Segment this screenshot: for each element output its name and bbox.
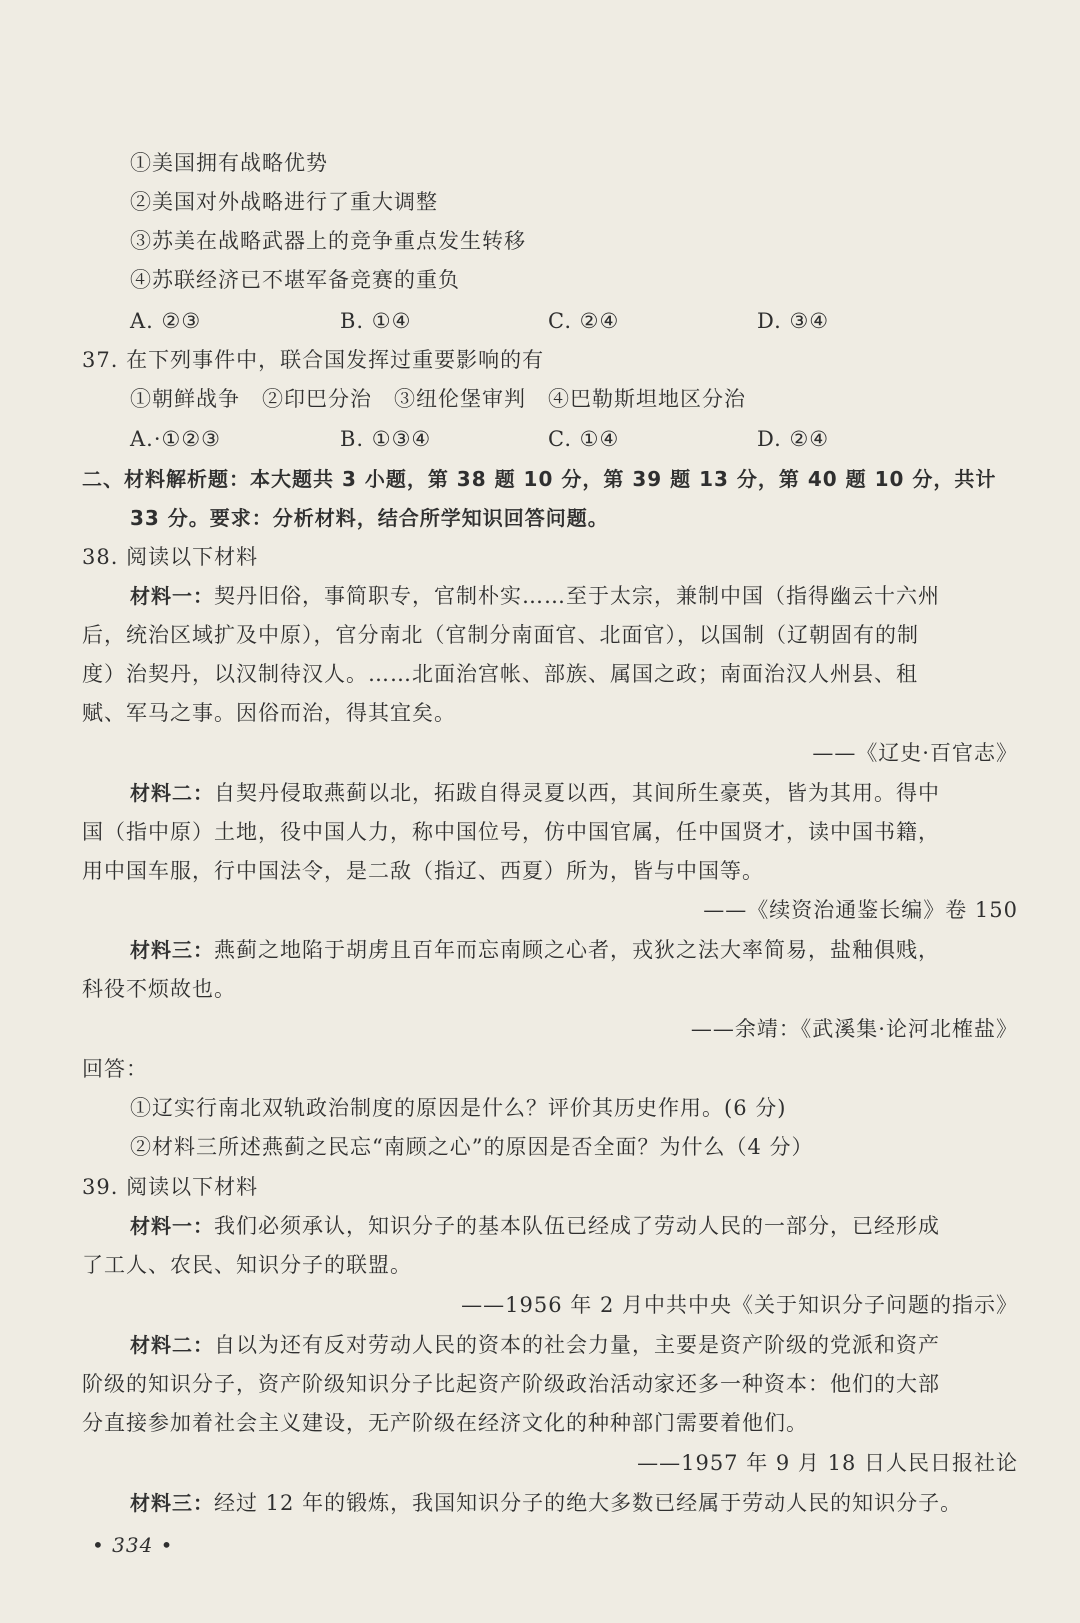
- q39-material-3-label: 材料三：: [130, 1491, 214, 1515]
- q37-option-d: D. ②④: [757, 427, 830, 451]
- q38-material-1-line-1: [130, 581, 940, 611]
- q39-material-1-text: 我们必须承认，知识分子的基本队伍已经成了劳动人民的一部分，已经形成: [214, 1214, 940, 1238]
- q38-material-1-source: ——《辽史·百官志》: [812, 741, 1018, 765]
- q36-option-d: D. ③④: [757, 309, 830, 333]
- q38-stem: 38. 阅读以下材料: [82, 545, 259, 569]
- q39-material-1-line-2: 了工人、农民、知识分子的联盟。: [82, 1253, 412, 1277]
- q38-material-2-line-1: [130, 778, 940, 808]
- q38-material-1-label: 材料一：: [130, 584, 214, 608]
- page-number: • 334 •: [92, 1533, 174, 1557]
- q37-option-a: A.·①②③: [130, 427, 221, 451]
- q36-option-a: A. ②③: [130, 309, 202, 333]
- q37-items: ①朝鲜战争 ②印巴分治 ③纽伦堡审判 ④巴勒斯坦地区分治: [130, 387, 746, 411]
- q39-material-3-text: 经过 12 年的锻炼，我国知识分子的绝大多数已经属于劳动人民的知识分子。: [214, 1491, 963, 1515]
- q39-material-3-line-1: [130, 1488, 962, 1518]
- q38-material-2-text: 自契丹侵取燕蓟以北，拓跋自得灵夏以西，其间所生豪英，皆为其用。得中: [214, 781, 940, 805]
- q38-material-2-line-2: 国（指中原）土地，役中国人力，称中国位号，仿中国官属，任中国贤才，读中国书籍，: [82, 820, 940, 844]
- q38-question-1: ①辽实行南北双轨政治制度的原因是什么？评价其历史作用。(6 分): [130, 1096, 787, 1120]
- q37-option-c: C. ①④: [548, 427, 620, 451]
- q38-material-3-line-2: 科役不烦故也。: [82, 977, 236, 1001]
- q36-item-4: ④苏联经济已不堪军备竞赛的重负: [130, 268, 460, 292]
- q38-material-2-label: 材料二：: [130, 781, 214, 805]
- section-heading-line1: 二、材料解析题：本大题共 3 小题，第 38 题 10 分，第 39 题 13 分，第 40 题 10 分，共计: [82, 467, 997, 491]
- q39-material-1-source: ——1956 年 2 月中共中央《关于知识分子问题的指示》: [461, 1293, 1018, 1317]
- q37-stem: 37. 在下列事件中，联合国发挥过重要影响的有: [82, 348, 545, 372]
- q38-material-2-source: ——《续资治通鉴长编》卷 150: [703, 898, 1018, 922]
- q36-item-2: ②美国对外战略进行了重大调整: [130, 190, 438, 214]
- q39-material-2-text: 自以为还有反对劳动人民的资本的社会力量，主要是资产阶级的党派和资产: [214, 1333, 940, 1357]
- q38-question-2: ②材料三所述燕蓟之民忘“南顾之心”的原因是否全面？为什么（4 分）: [130, 1135, 814, 1159]
- section-heading-line2: 33 分。要求：分析材料，结合所学知识回答问题。: [130, 506, 609, 530]
- q39-material-2-line-3: 分直接参加着社会主义建设，无产阶级在经济文化的种种部门需要着他们。: [82, 1411, 808, 1435]
- q38-material-3-line-1: [130, 935, 940, 965]
- q39-material-1-line-1: [130, 1211, 940, 1241]
- q36-item-1: ①美国拥有战略优势: [130, 151, 328, 175]
- q38-material-2-line-3: 用中国车服，行中国法令，是二敌（指辽、西夏）所为，皆与中国等。: [82, 859, 764, 883]
- q38-material-1-line-2: 后，统治区域扩及中原），官分南北（官制分南面官、北面官），以国制（辽朝固有的制: [82, 623, 919, 647]
- q36-option-b: B. ①④: [340, 309, 412, 333]
- q36-item-3: ③苏美在战略武器上的竞争重点发生转移: [130, 229, 526, 253]
- q39-material-2-source: ——1957 年 9 月 18 日人民日报社论: [637, 1451, 1018, 1475]
- q39-stem: 39. 阅读以下材料: [82, 1175, 259, 1199]
- q36-option-c: C. ②④: [548, 309, 620, 333]
- q39-material-2-line-2: 阶级的知识分子，资产阶级知识分子比起资产阶级政治活动家还多一种资本：他们的大部: [82, 1372, 940, 1396]
- q38-material-1-line-4: 赋、军马之事。因俗而治，得其宜矣。: [82, 701, 456, 725]
- q38-material-3-source: ——余靖：《武溪集·论河北榷盐》: [690, 1017, 1018, 1041]
- q38-material-1-text: 契丹旧俗，事简职专，官制朴实……至于太宗，兼制中国（指得幽云十六州: [214, 584, 940, 608]
- q39-material-1-label: 材料一：: [130, 1214, 214, 1238]
- q38-material-3-text: 燕蓟之地陷于胡虏且百年而忘南顾之心者，戎狄之法大率简易，盐釉俱贱，: [214, 938, 940, 962]
- q39-material-2-label: 材料二：: [130, 1333, 214, 1357]
- q38-answer-label: 回答：: [82, 1057, 148, 1081]
- q38-material-3-label: 材料三：: [130, 938, 214, 962]
- q38-material-1-line-3: 度）治契丹，以汉制待汉人。……北面治宫帐、部族、属国之政；南面治汉人州县、租: [82, 662, 918, 686]
- q39-material-2-line-1: [130, 1330, 940, 1360]
- q37-option-b: B. ①③④: [340, 427, 432, 451]
